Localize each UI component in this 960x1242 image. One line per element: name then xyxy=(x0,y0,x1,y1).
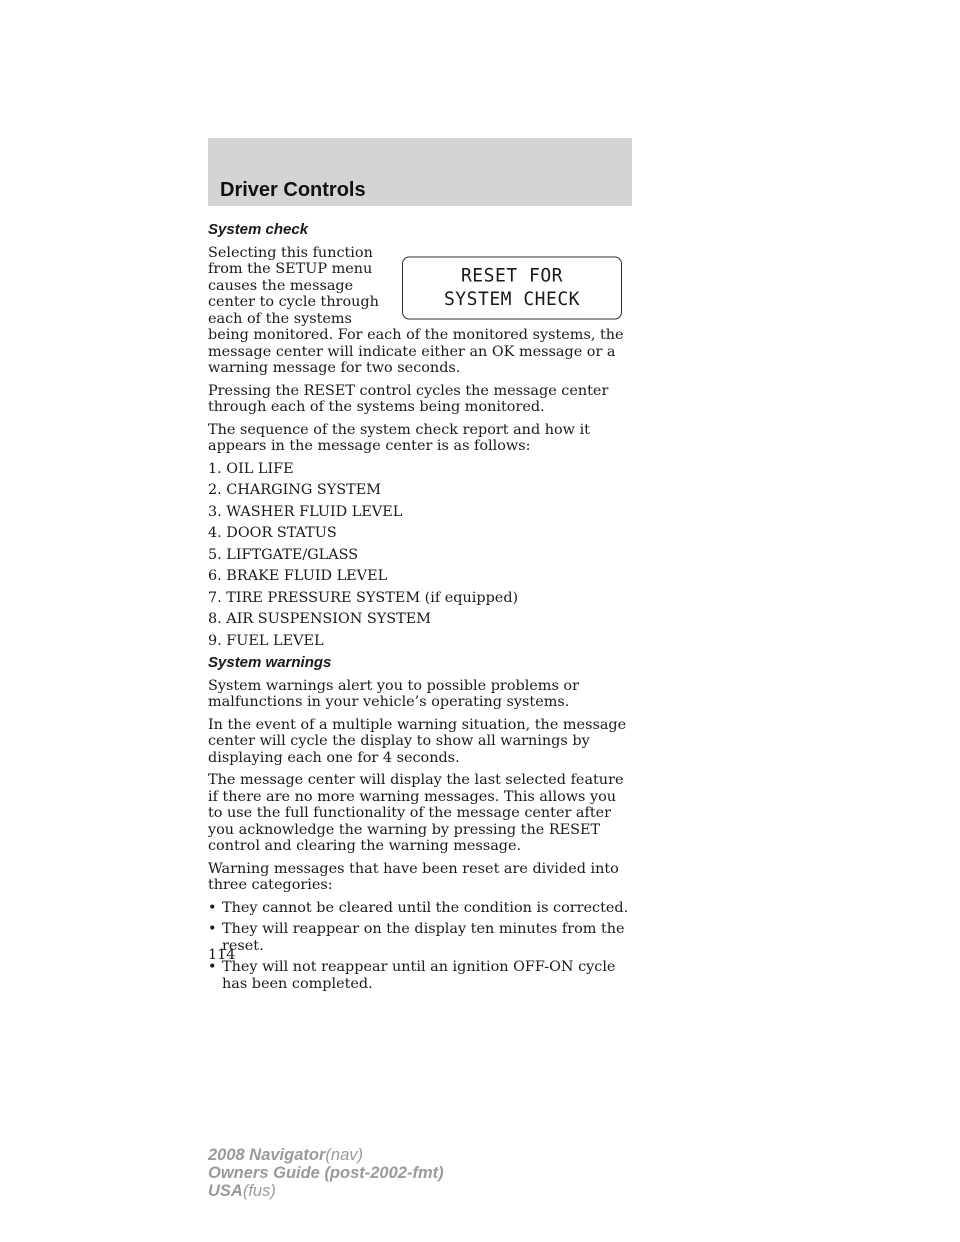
list-item: 3. WASHER FLUID LEVEL xyxy=(208,503,403,520)
list-item: 6. BRAKE FLUID LEVEL xyxy=(208,568,388,584)
list-item: 1. OIL LIFE xyxy=(208,460,294,477)
footer-model: 2008 Navigator xyxy=(208,1146,326,1164)
bullet-text: They will not reappear until an ignition OFF-ON cycle has been completed. xyxy=(222,959,616,992)
footer-region-code: (fus) xyxy=(242,1182,276,1200)
system-warnings-heading: System warnings xyxy=(208,654,332,671)
list-item: 2. CHARGING SYSTEM xyxy=(208,482,381,498)
system-check-heading: System check xyxy=(208,221,309,238)
list-item: 9. FUEL LEVEL xyxy=(208,632,324,649)
section-title: Driver Controls xyxy=(220,179,366,201)
page-content xyxy=(208,222,632,998)
bullet-icon: • xyxy=(208,959,217,975)
bullet-icon: • xyxy=(208,899,217,916)
system-check-intro-paragraph: Selecting this function from the SETUP menu causes the message center to cycle through each of the systems being monitored. For each of the monitored systems, the message center will indicate either an OK message or a warning message for two seconds. xyxy=(208,244,624,376)
footer-line-1 xyxy=(208,1146,444,1164)
bullet-item xyxy=(208,900,632,917)
message-center-display xyxy=(402,256,622,319)
reset-paragraph: Pressing the RESET control cycles the message center through each of the systems being monitored. xyxy=(208,382,609,415)
footer-guide: Owners Guide (post-2002-fmt) xyxy=(208,1164,444,1182)
footer-line-2 xyxy=(208,1164,444,1182)
warnings-paragraph-1: System warnings alert you to possible problems or malfunctions in your vehicle’s operating systems. xyxy=(208,677,579,710)
section-header-band xyxy=(208,138,632,206)
system-check-list xyxy=(208,461,632,650)
system-check-intro-block xyxy=(208,245,632,383)
list-item: 7. TIRE PRESSURE SYSTEM (if equipped) xyxy=(208,589,519,606)
bullet-item xyxy=(208,921,632,954)
bullet-text: They cannot be cleared until the condition is corrected. xyxy=(222,899,629,916)
bullet-icon: • xyxy=(208,921,217,937)
bullet-item xyxy=(208,959,632,992)
display-line-2: SYSTEM CHECK xyxy=(443,287,581,310)
warning-categories-list xyxy=(208,900,632,993)
warnings-paragraph-2: In the event of a multiple warning situation, the message center will cycle the display to show all warnings by displaying each one for 4 seconds. xyxy=(208,716,627,766)
list-item: 4. DOOR STATUS xyxy=(208,525,337,541)
display-line-1: RESET FOR xyxy=(460,264,564,287)
warnings-paragraph-3: The message center will display the last selected feature if there are no more warning messages. This allows you to use the full functionality of the message center after you acknowledge the warning by pressing the RESET control and clearing the warning message. xyxy=(208,772,624,854)
list-item: 8. AIR SUSPENSION SYSTEM xyxy=(208,611,431,627)
warnings-paragraph-4: Warning messages that have been reset are divided into three categories: xyxy=(208,860,619,893)
footer-line-3 xyxy=(208,1182,444,1200)
sequence-paragraph: The sequence of the system check report and how it appears in the message center is as follows: xyxy=(208,421,590,454)
footer-model-code: (nav) xyxy=(325,1146,363,1164)
page-number: 114 xyxy=(208,947,236,963)
bullet-text: They will reappear on the display ten minutes from the reset. xyxy=(222,921,625,954)
list-item: 5. LIFTGATE/GLASS xyxy=(208,546,359,563)
footer-region: USA xyxy=(208,1182,243,1200)
document-footer xyxy=(208,1146,444,1200)
